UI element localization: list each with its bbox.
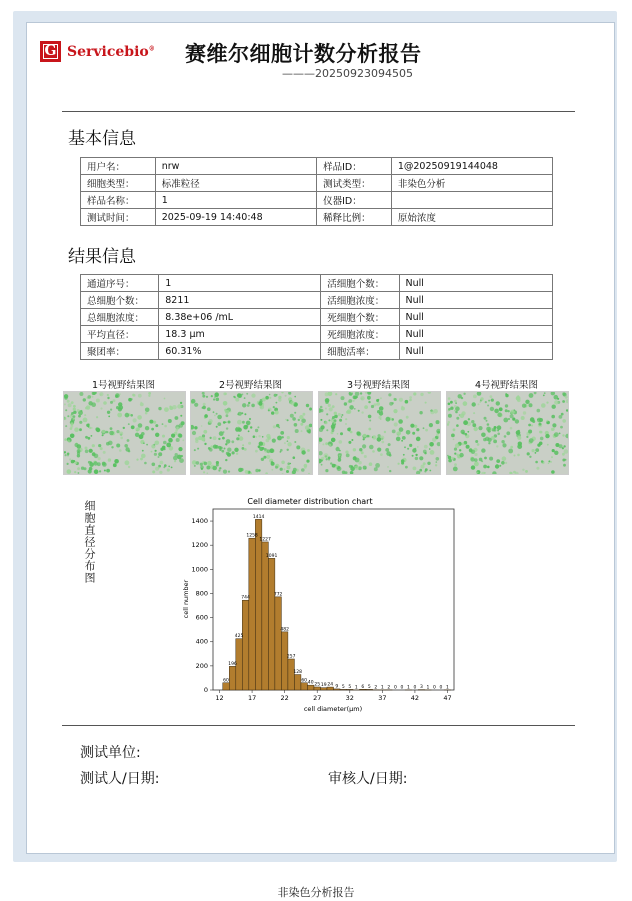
result-info-label-cell: 细胞活率：: [321, 343, 399, 360]
bar-value-label: 60: [301, 678, 308, 684]
histogram-bar: [249, 538, 256, 690]
view-4-title: 4号视野结果图: [474, 380, 539, 391]
result-info-value-cell: Null: [399, 309, 552, 326]
bar-value-label: 5: [367, 684, 371, 690]
chart-title: Cell diameter distribution chart: [247, 497, 373, 506]
result-info-label-cell: 总细胞浓度：: [81, 309, 159, 326]
view-3-image: [318, 391, 441, 475]
view-2-image: [190, 391, 313, 475]
bar-value-label: 0: [433, 685, 436, 691]
logo-mark-icon: G: [40, 41, 61, 62]
result-info-label-cell: 通道序号：: [81, 275, 159, 292]
y-tick-label: 200: [195, 661, 208, 670]
result-info-value-cell: Null: [399, 343, 552, 360]
reviewer-date-label: 审核人/日期:: [328, 771, 408, 787]
bar-value-label: 2: [387, 685, 391, 691]
result-info-label-cell: 聚团率：: [81, 343, 159, 360]
bar-value-label: 257: [286, 654, 296, 660]
result-info-label-cell: 活细胞浓度：: [321, 292, 399, 309]
result-info-value-cell: 8.38e+06 /mL: [159, 309, 321, 326]
bar-value-label: 3: [419, 685, 423, 691]
result-info-row: [81, 309, 553, 326]
bar-value-label: 1414: [252, 514, 265, 520]
result-info-value-cell: Null: [399, 275, 552, 292]
y-tick-label: 600: [195, 613, 208, 622]
x-tick-label: 22: [280, 694, 289, 702]
result-info-title: 结果信息: [68, 247, 136, 267]
report-id: ———20250923094505: [282, 67, 413, 80]
bar-value-label: 1: [354, 685, 358, 691]
histogram-bar: [294, 675, 301, 690]
basic-info-label-cell: 样品名称：: [81, 192, 156, 209]
bar-value-label: 425: [234, 634, 244, 640]
bar-value-label: 5: [348, 684, 352, 690]
tester-date-label: 测试人/日期:: [80, 771, 160, 787]
diameter-histogram: [154, 470, 464, 720]
basic-info-value-cell: 2025-09-19 14:40:48: [155, 209, 316, 226]
basic-info-value-cell: 1: [155, 192, 316, 209]
bar-value-label: 0: [400, 685, 404, 691]
basic-info-label-cell: 稀释比例：: [317, 209, 392, 226]
bar-value-label: 0: [393, 685, 397, 691]
bar-value-label: 6: [361, 684, 365, 690]
bar-value-label: 196: [228, 661, 237, 667]
y-tick-label: 1400: [191, 517, 208, 526]
x-tick-label: 12: [215, 694, 224, 702]
result-info-label-cell: 死细胞个数：: [321, 309, 399, 326]
basic-info-row: [81, 192, 553, 209]
bar-value-label: 0: [413, 685, 417, 691]
test-unit-label: 测试单位:: [80, 745, 141, 761]
bar-value-label: 1: [446, 685, 449, 691]
basic-info-label-cell: 测试类型：: [317, 175, 392, 192]
result-info-row: [81, 343, 553, 360]
bar-value-label: 1091: [265, 553, 278, 559]
footer-divider: [62, 725, 575, 726]
result-info-value-cell: 8211: [159, 292, 321, 309]
bar-value-label: 9: [335, 684, 339, 690]
view-3-title: 3号视野结果图: [346, 380, 411, 391]
bar-value-label: 1258: [246, 533, 258, 539]
basic-info-label-cell: 样品ID：: [317, 158, 392, 175]
x-tick-label: 47: [443, 694, 452, 702]
bar-value-label: 24: [327, 682, 334, 688]
x-tick-label: 42: [410, 694, 420, 702]
result-info-row: [81, 326, 553, 343]
y-tick-label: 800: [195, 589, 208, 598]
y-axis-label: cell number: [182, 579, 190, 619]
view-2-title: 2号视野结果图: [218, 380, 283, 391]
histogram-bar: [281, 632, 288, 690]
histogram-bar: [255, 519, 262, 690]
bar-value-label: 60: [223, 678, 229, 684]
result-info-label-cell: 活细胞个数：: [321, 275, 399, 292]
result-info-row: [81, 275, 553, 292]
result-info-value-cell: 18.3 μm: [159, 326, 321, 343]
basic-info-row: [81, 158, 553, 175]
bar-value-label: 482: [280, 627, 289, 633]
basic-info-label-cell: 细胞类型：: [81, 175, 156, 192]
basic-info-row: [81, 209, 553, 226]
result-info-label-cell: 死细胞浓度：: [321, 326, 399, 343]
basic-info-table: [80, 157, 553, 226]
x-tick-label: 17: [247, 694, 257, 702]
y-tick-label: 0: [203, 686, 208, 694]
bar-value-label: 772: [273, 592, 283, 598]
view-4-image: [446, 391, 569, 475]
result-info-row: [81, 292, 553, 309]
y-tick-label: 1000: [191, 565, 208, 574]
y-tick-label: 1200: [191, 541, 208, 550]
result-info-value-cell: 60.31%: [159, 343, 321, 360]
histogram-bar: [301, 683, 308, 690]
basic-info-title: 基本信息: [68, 129, 136, 149]
bar-value-label: 25: [314, 682, 321, 688]
view-1-image: [63, 391, 186, 475]
trademark: ®: [148, 44, 155, 52]
bar-value-label: 744: [241, 595, 250, 601]
histogram-bar: [307, 685, 314, 690]
x-tick-label: 27: [313, 694, 322, 702]
basic-info-value-cell: 原始浓度: [391, 209, 552, 226]
view-1-title: 1号视野结果图: [91, 380, 156, 391]
basic-info-label-cell: 仪器ID：: [317, 192, 392, 209]
x-tick-label: 32: [345, 694, 354, 702]
result-info-table: [80, 274, 553, 360]
bar-value-label: 1: [380, 685, 384, 691]
y-tick-label: 400: [195, 637, 208, 646]
header-divider: [62, 111, 575, 112]
bar-value-label: 19: [320, 683, 327, 689]
bar-value-label: 128: [293, 670, 302, 676]
bar-value-label: 5: [341, 684, 345, 690]
histogram-bar: [229, 666, 236, 690]
chart-side-label: 细胞直径分布图: [83, 500, 96, 584]
histogram-bar: [242, 600, 249, 690]
result-info-value-cell: Null: [399, 326, 552, 343]
basic-info-value-cell: [391, 192, 552, 209]
x-axis-label: cell diameter(μm): [303, 705, 363, 713]
result-info-value-cell: Null: [399, 292, 552, 309]
x-tick-label: 37: [378, 694, 387, 702]
basic-info-value-cell: 标准粒径: [155, 175, 316, 192]
result-info-label-cell: 总细胞个数：: [81, 292, 159, 309]
bar-value-label: 1: [426, 685, 430, 691]
basic-info-label-cell: 测试时间：: [81, 209, 156, 226]
brand-logo: [40, 41, 155, 62]
histogram-bar: [223, 683, 230, 690]
basic-info-value-cell: 1@20250919144048: [391, 158, 552, 175]
basic-info-label-cell: 用户名：: [81, 158, 156, 175]
histogram-bar: [268, 558, 275, 690]
bar-value-label: 0: [439, 685, 443, 691]
histogram-bar: [262, 542, 269, 690]
result-info-label-cell: 平均直径：: [81, 326, 159, 343]
brand-name: Servicebio: [67, 43, 149, 60]
report-title: 赛维尔细胞计数分析报告: [185, 42, 422, 66]
basic-info-row: [81, 175, 553, 192]
bar-value-label: 2: [374, 685, 378, 691]
histogram-bar: [275, 597, 282, 690]
figure-caption: 非染色分析报告: [277, 886, 355, 899]
basic-info-value-cell: 非染色分析: [391, 175, 552, 192]
bar-value-label: 40: [307, 680, 314, 686]
result-info-value-cell: 1: [159, 275, 321, 292]
bar-value-label: 1227: [259, 537, 271, 543]
basic-info-value-cell: nrw: [155, 158, 316, 175]
bar-value-label: 1: [406, 685, 410, 691]
